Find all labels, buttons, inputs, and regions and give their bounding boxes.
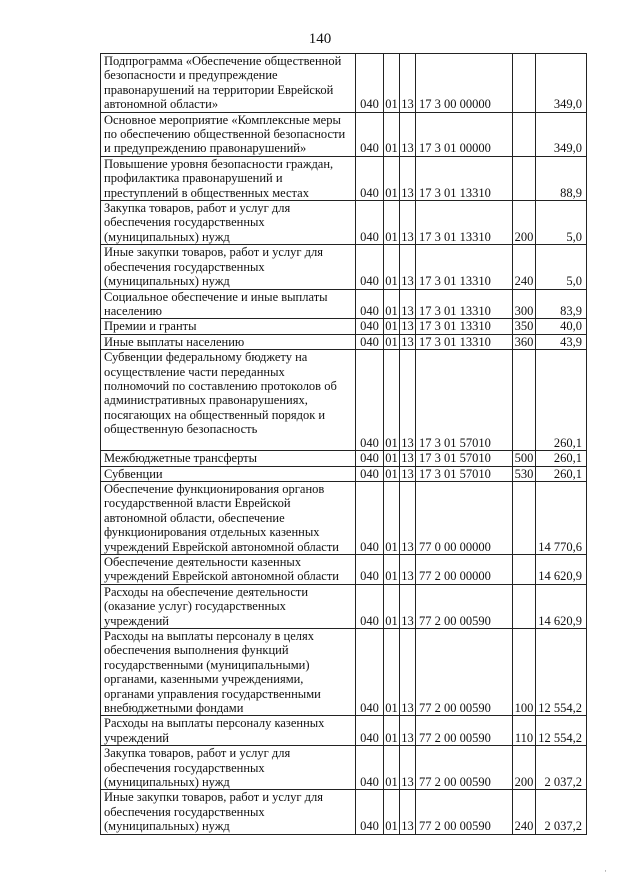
row-amount: 12 554,2 — [536, 716, 587, 746]
row-name: Субвенции федеральному бюджету на осуществление части переданных полномочий по составлению протоколов об административных правонарушениях, посягающих на общественный порядок и общественную безопасность — [101, 350, 356, 451]
row-name: Основное мероприятие «Комплексные меры по обеспечению общественной безопасности и предупреждению правонарушений» — [101, 112, 356, 156]
row-program-code: 17 3 01 13310 — [416, 201, 513, 245]
row-gr-code: 040 — [356, 201, 384, 245]
row-rz-code: 01 — [385, 319, 398, 334]
row-amount: 5,0 — [536, 245, 587, 289]
row-program-code: 17 3 01 00000 — [416, 112, 513, 156]
row-pr-code: 13 — [400, 554, 416, 584]
row-amount: 349,0 — [536, 112, 587, 156]
row-vr-code: 300 — [513, 289, 536, 319]
row-gr-code: 040 — [356, 54, 384, 113]
row-name: Премии и гранты — [101, 319, 356, 334]
row-rz-code: 01 — [384, 554, 400, 584]
row-pr-code: 13 — [400, 245, 416, 289]
row-vr-code — [513, 112, 536, 156]
row-name: Обеспечение функционирования органов государственной власти Еврейской автономной области, обеспечение функционирования отдельных казенных учреждений Еврейской автономной области — [101, 481, 356, 554]
row-program-code: 17 3 01 13310 — [416, 319, 513, 334]
row-name: Закупка товаров, работ и услуг для обеспечения государственных (муниципальных) нужд — [101, 746, 356, 790]
row-amount: 40,0 — [536, 319, 587, 334]
table-row — [101, 112, 587, 156]
row-name: Расходы на выплаты персоналу в целях обеспечения выполнения функций государственными (муниципальными) органами, казенными учреждениями, органами управления государственными внебюджетными фондами — [101, 629, 356, 716]
row-name: Иные закупки товаров, работ и услуг для обеспечения государственных (муниципальных) нужд — [101, 245, 356, 289]
row-vr-code: 200 — [513, 746, 536, 790]
row-rz-code: 01 — [385, 466, 398, 481]
table-row — [101, 554, 587, 584]
row-pr-code: 13 — [401, 451, 414, 466]
row-rz-code: 01 — [384, 716, 400, 746]
page-number: 140 — [308, 31, 332, 47]
row-name: Расходы на обеспечение деятельности (оказание услуг) государственных учреждений — [101, 584, 356, 628]
row-amount: 260,1 — [536, 466, 587, 481]
row-amount: 43,9 — [536, 334, 587, 349]
row-rz-code: 01 — [384, 746, 400, 790]
row-amount: 260,1 — [536, 350, 587, 451]
row-pr-code: 13 — [400, 629, 416, 716]
row-program-code: 17 3 01 13310 — [416, 289, 513, 319]
row-program-code: 77 0 00 00000 — [416, 481, 513, 554]
budget-table — [100, 53, 587, 835]
row-gr-code: 040 — [356, 112, 384, 156]
row-rz-code: 01 — [384, 481, 400, 554]
table-row — [101, 350, 587, 451]
row-program-code: 77 2 00 00590 — [416, 584, 513, 628]
row-vr-code — [513, 481, 536, 554]
row-vr-code — [513, 554, 536, 584]
table-row — [101, 156, 587, 200]
row-program-code: 17 3 01 57010 — [416, 451, 513, 466]
row-name: Субвенции — [101, 466, 356, 481]
table-row — [101, 481, 587, 554]
row-vr-code — [513, 54, 536, 113]
row-amount: 2 037,2 — [536, 746, 587, 790]
row-gr-code: 040 — [356, 716, 384, 746]
row-rz-code: 01 — [384, 790, 400, 834]
row-gr-code: 040 — [356, 629, 384, 716]
scan-mark: · — [604, 866, 607, 876]
row-gr-code: 040 — [356, 245, 384, 289]
row-rz-code: 01 — [384, 584, 400, 628]
table-row — [101, 451, 587, 466]
table-row — [101, 746, 587, 790]
row-amount: 88,9 — [536, 156, 587, 200]
row-gr-code: 040 — [356, 584, 384, 628]
row-amount: 5,0 — [536, 201, 587, 245]
row-rz-code: 01 — [384, 112, 400, 156]
row-vr-code: 240 — [513, 790, 536, 834]
row-pr-code: 13 — [400, 201, 416, 245]
row-vr-code: 500 — [513, 451, 536, 466]
table-row — [101, 584, 587, 628]
row-amount: 14 620,9 — [536, 584, 587, 628]
row-rz-code: 01 — [385, 334, 398, 349]
table-row — [101, 319, 587, 334]
row-gr-code: 040 — [356, 466, 384, 481]
row-vr-code: 100 — [513, 629, 536, 716]
row-program-code: 17 3 01 13310 — [416, 245, 513, 289]
row-rz-code: 01 — [384, 350, 400, 451]
row-gr-code: 040 — [356, 289, 384, 319]
row-gr-code: 040 — [356, 451, 384, 466]
row-pr-code: 13 — [401, 334, 414, 349]
row-pr-code: 13 — [400, 112, 416, 156]
row-pr-code: 13 — [400, 156, 416, 200]
row-pr-code: 13 — [400, 746, 416, 790]
row-gr-code: 040 — [356, 746, 384, 790]
row-name: Обеспечение деятельности казенных учреждений Еврейской автономной области — [101, 554, 356, 584]
row-vr-code — [513, 350, 536, 451]
row-name: Социальное обеспечение и иные выплаты населению — [101, 289, 356, 319]
row-pr-code: 13 — [401, 466, 414, 481]
table-row — [101, 245, 587, 289]
row-program-code: 17 3 01 13310 — [416, 156, 513, 200]
row-rz-code: 01 — [384, 289, 400, 319]
row-vr-code — [513, 584, 536, 628]
row-amount: 12 554,2 — [536, 629, 587, 716]
row-name: Иные выплаты населению — [101, 334, 356, 349]
row-rz-code: 01 — [384, 54, 400, 113]
row-rz-code: 01 — [384, 201, 400, 245]
row-name: Закупка товаров, работ и услуг для обеспечения государственных (муниципальных) нужд — [101, 201, 356, 245]
row-vr-code: 350 — [513, 319, 536, 334]
table-row — [101, 289, 587, 319]
row-vr-code: 200 — [513, 201, 536, 245]
row-vr-code: 530 — [513, 466, 536, 481]
row-program-code: 17 3 01 57010 — [416, 350, 513, 451]
row-amount: 349,0 — [536, 54, 587, 113]
row-program-code: 17 3 01 13310 — [416, 334, 513, 349]
row-gr-code: 040 — [356, 350, 384, 451]
row-rz-code: 01 — [384, 156, 400, 200]
table-row — [101, 201, 587, 245]
row-pr-code: 13 — [400, 54, 416, 113]
row-pr-code: 13 — [400, 481, 416, 554]
row-gr-code: 040 — [356, 481, 384, 554]
row-vr-code: 360 — [513, 334, 536, 349]
row-pr-code: 13 — [400, 584, 416, 628]
row-rz-code: 01 — [384, 629, 400, 716]
row-vr-code: 110 — [513, 716, 536, 746]
table-row — [101, 334, 587, 349]
table-row — [101, 629, 587, 716]
row-rz-code: 01 — [384, 245, 400, 289]
row-name: Подпрограмма «Обеспечение общественной безопасности и предупреждение правонарушений на территории Еврейской автономной области» — [101, 54, 356, 113]
row-pr-code: 13 — [400, 790, 416, 834]
row-vr-code: 240 — [513, 245, 536, 289]
row-gr-code: 040 — [356, 790, 384, 834]
table-row — [101, 466, 587, 481]
row-pr-code: 13 — [400, 350, 416, 451]
row-amount: 2 037,2 — [536, 790, 587, 834]
row-program-code: 77 2 00 00000 — [416, 554, 513, 584]
row-pr-code: 13 — [400, 289, 416, 319]
row-gr-code: 040 — [356, 319, 384, 334]
row-program-code: 77 2 00 00590 — [416, 790, 513, 834]
row-gr-code: 040 — [356, 156, 384, 200]
row-amount: 14 770,6 — [536, 481, 587, 554]
row-gr-code: 040 — [356, 554, 384, 584]
row-amount: 83,9 — [536, 289, 587, 319]
row-name: Расходы на выплаты персоналу казенных учреждений — [101, 716, 356, 746]
row-program-code: 77 2 00 00590 — [416, 746, 513, 790]
table-row — [101, 716, 587, 746]
row-name: Повышение уровня безопасности граждан, профилактика правонарушений и преступлений в общественных местах — [101, 156, 356, 200]
row-gr-code: 040 — [356, 334, 384, 349]
row-program-code: 17 3 00 00000 — [416, 54, 513, 113]
row-amount: 14 620,9 — [536, 554, 587, 584]
row-rz-code: 01 — [385, 451, 398, 466]
row-pr-code: 13 — [401, 319, 414, 334]
row-amount: 260,1 — [536, 451, 587, 466]
row-program-code: 77 2 00 00590 — [416, 716, 513, 746]
row-vr-code — [513, 156, 536, 200]
table-row — [101, 790, 587, 834]
row-program-code: 77 2 00 00590 — [416, 629, 513, 716]
row-name: Иные закупки товаров, работ и услуг для обеспечения государственных (муниципальных) нужд — [101, 790, 356, 834]
table-row — [101, 54, 587, 113]
row-pr-code: 13 — [400, 716, 416, 746]
row-name: Межбюджетные трансферты — [101, 451, 356, 466]
row-program-code: 17 3 01 57010 — [416, 466, 513, 481]
